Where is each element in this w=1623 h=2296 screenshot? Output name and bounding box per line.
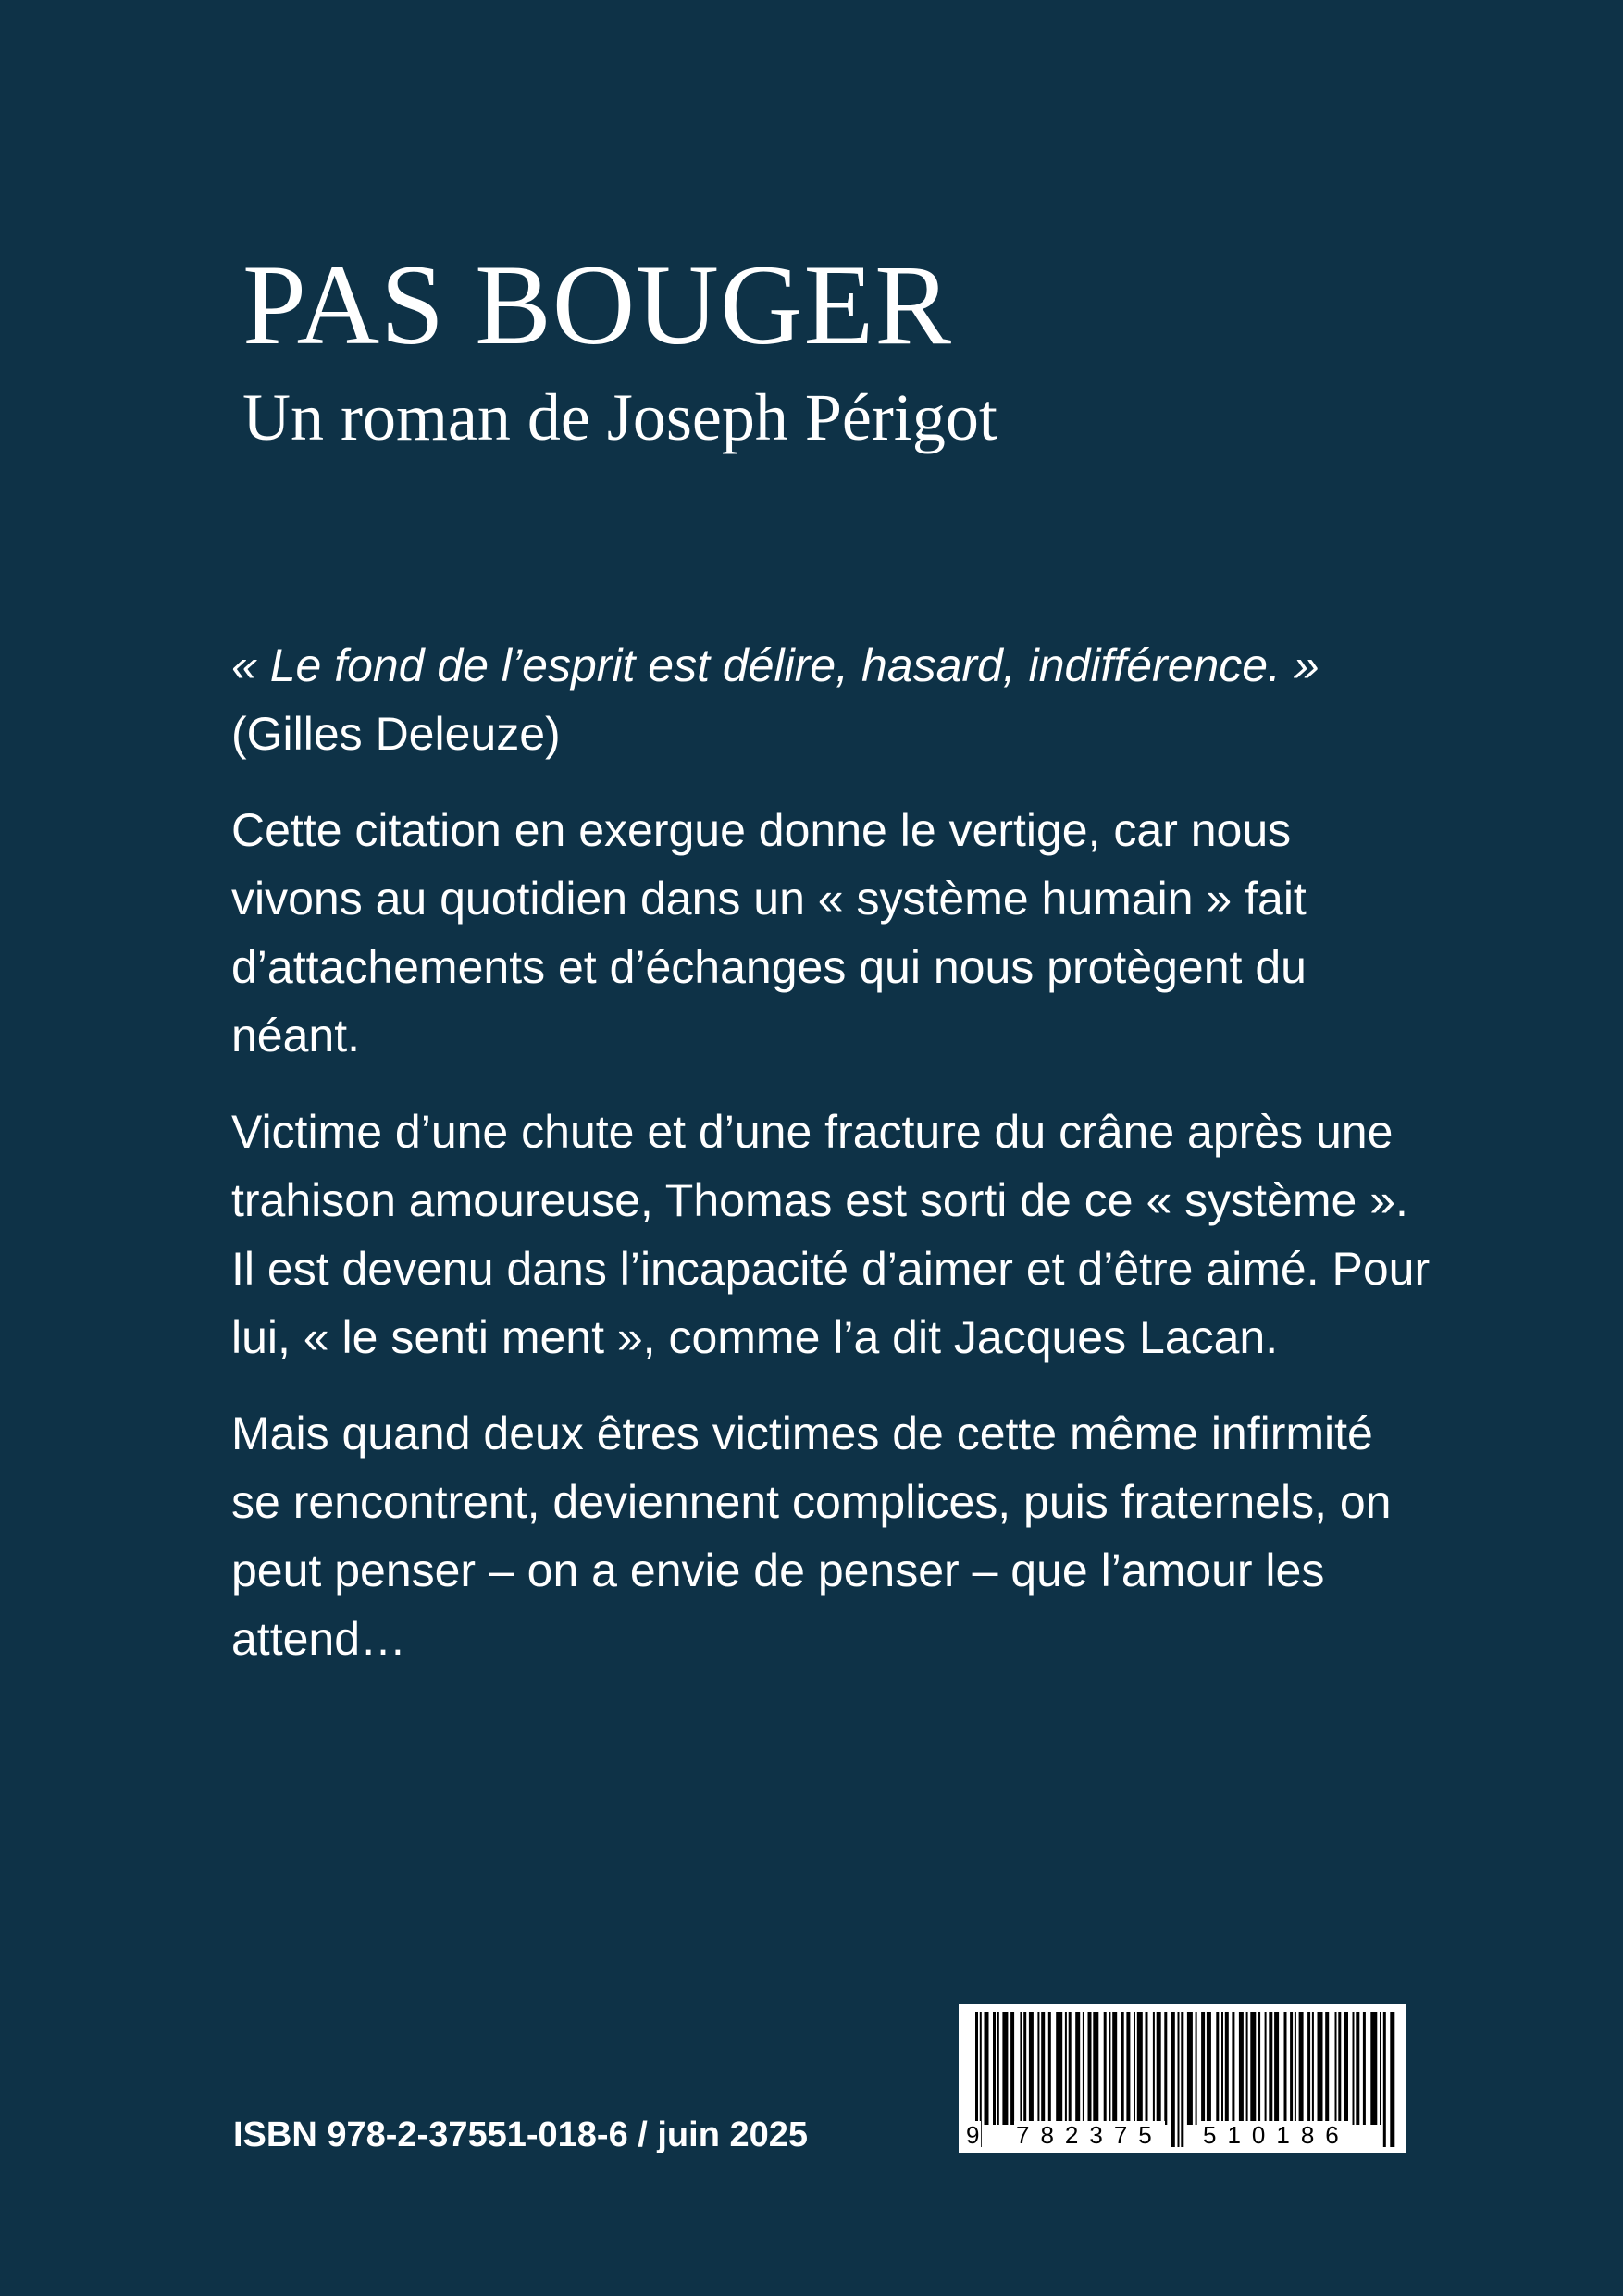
barcode-bar — [1307, 2012, 1310, 2125]
barcode-bar — [1299, 2012, 1304, 2125]
barcode-bar — [1146, 2012, 1148, 2125]
barcode-bar — [1356, 2012, 1359, 2125]
barcode-bar — [1295, 2012, 1296, 2125]
blurb-paragraph: Cette citation en exergue donne le vertige, car nous vivons au quotidien dans un « système humain » fait d’attachements et d’échanges qui nous protègent du néant. — [231, 804, 1307, 1061]
barcode-bar — [1002, 2012, 1008, 2125]
barcode-bar — [1164, 2012, 1167, 2125]
barcode-bar — [1010, 2012, 1014, 2125]
barcode-bar — [985, 2012, 989, 2125]
ean-barcode — [959, 2004, 1406, 2153]
barcode-bar — [1112, 2012, 1117, 2125]
barcode-bar — [1088, 2012, 1092, 2125]
barcode-bar — [1153, 2012, 1155, 2125]
epigraph-author: (Gilles Deleuze) — [231, 708, 561, 760]
barcode-bar — [1020, 2012, 1022, 2125]
barcode-bar — [1274, 2012, 1279, 2125]
barcode-bar — [1265, 2012, 1267, 2125]
barcode-bar — [1284, 2012, 1287, 2125]
barcode-bar — [1121, 2012, 1124, 2125]
blurb-paragraph: Mais quand deux êtres victimes de cette même infirmité se rencontrent, deviennent complices, puis fraternels, on peut penser – on a envie de penser – que l’amour les attend… — [231, 1408, 1392, 1665]
barcode-bar — [1196, 2012, 1197, 2125]
barcode-bar — [1370, 2012, 1377, 2125]
barcode-digits-left: 782375 — [1016, 2121, 1163, 2149]
barcode-bar — [1069, 2012, 1072, 2125]
barcode-bar — [1048, 2012, 1051, 2125]
barcode-bar — [1037, 2012, 1039, 2125]
barcode-bar — [1075, 2012, 1080, 2125]
barcode-bar — [1137, 2012, 1143, 2125]
barcode-bar — [1363, 2012, 1366, 2125]
book-title: PAS BOUGER — [242, 242, 952, 368]
barcode-bar — [1380, 2012, 1381, 2125]
barcode-bar — [1312, 2012, 1314, 2125]
barcode-bar — [1335, 2012, 1337, 2125]
barcode-bar — [1157, 2012, 1161, 2125]
barcode-bar — [997, 2012, 999, 2125]
barcode-bar — [1318, 2012, 1323, 2125]
barcode-bar — [1325, 2012, 1329, 2125]
barcode-bar — [1239, 2012, 1244, 2125]
epigraph — [231, 631, 1434, 768]
barcode-bar — [1187, 2012, 1193, 2125]
isbn-line: ISBN 978-2-37551-018-6 / juin 2025 — [233, 2116, 809, 2154]
barcode-bar — [1353, 2012, 1355, 2125]
barcode-bar — [1093, 2012, 1098, 2125]
barcode-bar — [1065, 2012, 1067, 2125]
epigraph-quote: « Le fond de l’esprit est délire, hasard, indifférence. » — [231, 639, 1319, 691]
barcode-bar — [1338, 2012, 1341, 2125]
barcode-bar — [993, 2012, 996, 2125]
barcode-bar — [1023, 2012, 1026, 2125]
barcode-bar — [1029, 2012, 1034, 2125]
barcode-bar — [1056, 2012, 1062, 2125]
barcode-bar — [1221, 2012, 1223, 2125]
barcode-bar — [1344, 2012, 1348, 2125]
barcode-digits — [959, 2121, 1406, 2149]
barcode-digits-right: 510186 — [1203, 2121, 1350, 2149]
barcode-bar — [1269, 2012, 1272, 2125]
barcode-bar — [1290, 2012, 1293, 2125]
blurb-paragraph: Victime d’une chute et d’une fracture du crâne après une trahison amoureuse, Thomas est sorti de ce « système ». Il est devenu dans l’incapacité d’aimer et d’être aimé. Pour lui, « le senti ment », comme l’a dit Jacques Lacan. — [231, 1106, 1431, 1363]
barcode-bar — [1104, 2012, 1107, 2125]
barcode-bar — [1216, 2012, 1219, 2125]
barcode-bar — [1232, 2012, 1234, 2125]
barcode-bar — [1201, 2012, 1205, 2125]
barcode-bar — [1250, 2012, 1256, 2125]
book-subtitle: Un roman de Joseph Périgot — [242, 380, 997, 454]
barcode-bar — [1126, 2012, 1130, 2125]
barcode-bar — [1207, 2012, 1211, 2125]
barcode-bar — [1083, 2012, 1084, 2125]
barcode-bar — [1246, 2012, 1248, 2125]
barcode-bar — [1109, 2012, 1110, 2125]
barcode-bar — [1134, 2012, 1135, 2125]
back-cover-blurb — [231, 631, 1434, 1701]
barcode-bar — [1258, 2012, 1260, 2125]
barcode-bar — [1041, 2012, 1045, 2125]
barcode-digit-prefix: 9 — [966, 2121, 980, 2149]
barcode-bar — [1225, 2012, 1229, 2125]
